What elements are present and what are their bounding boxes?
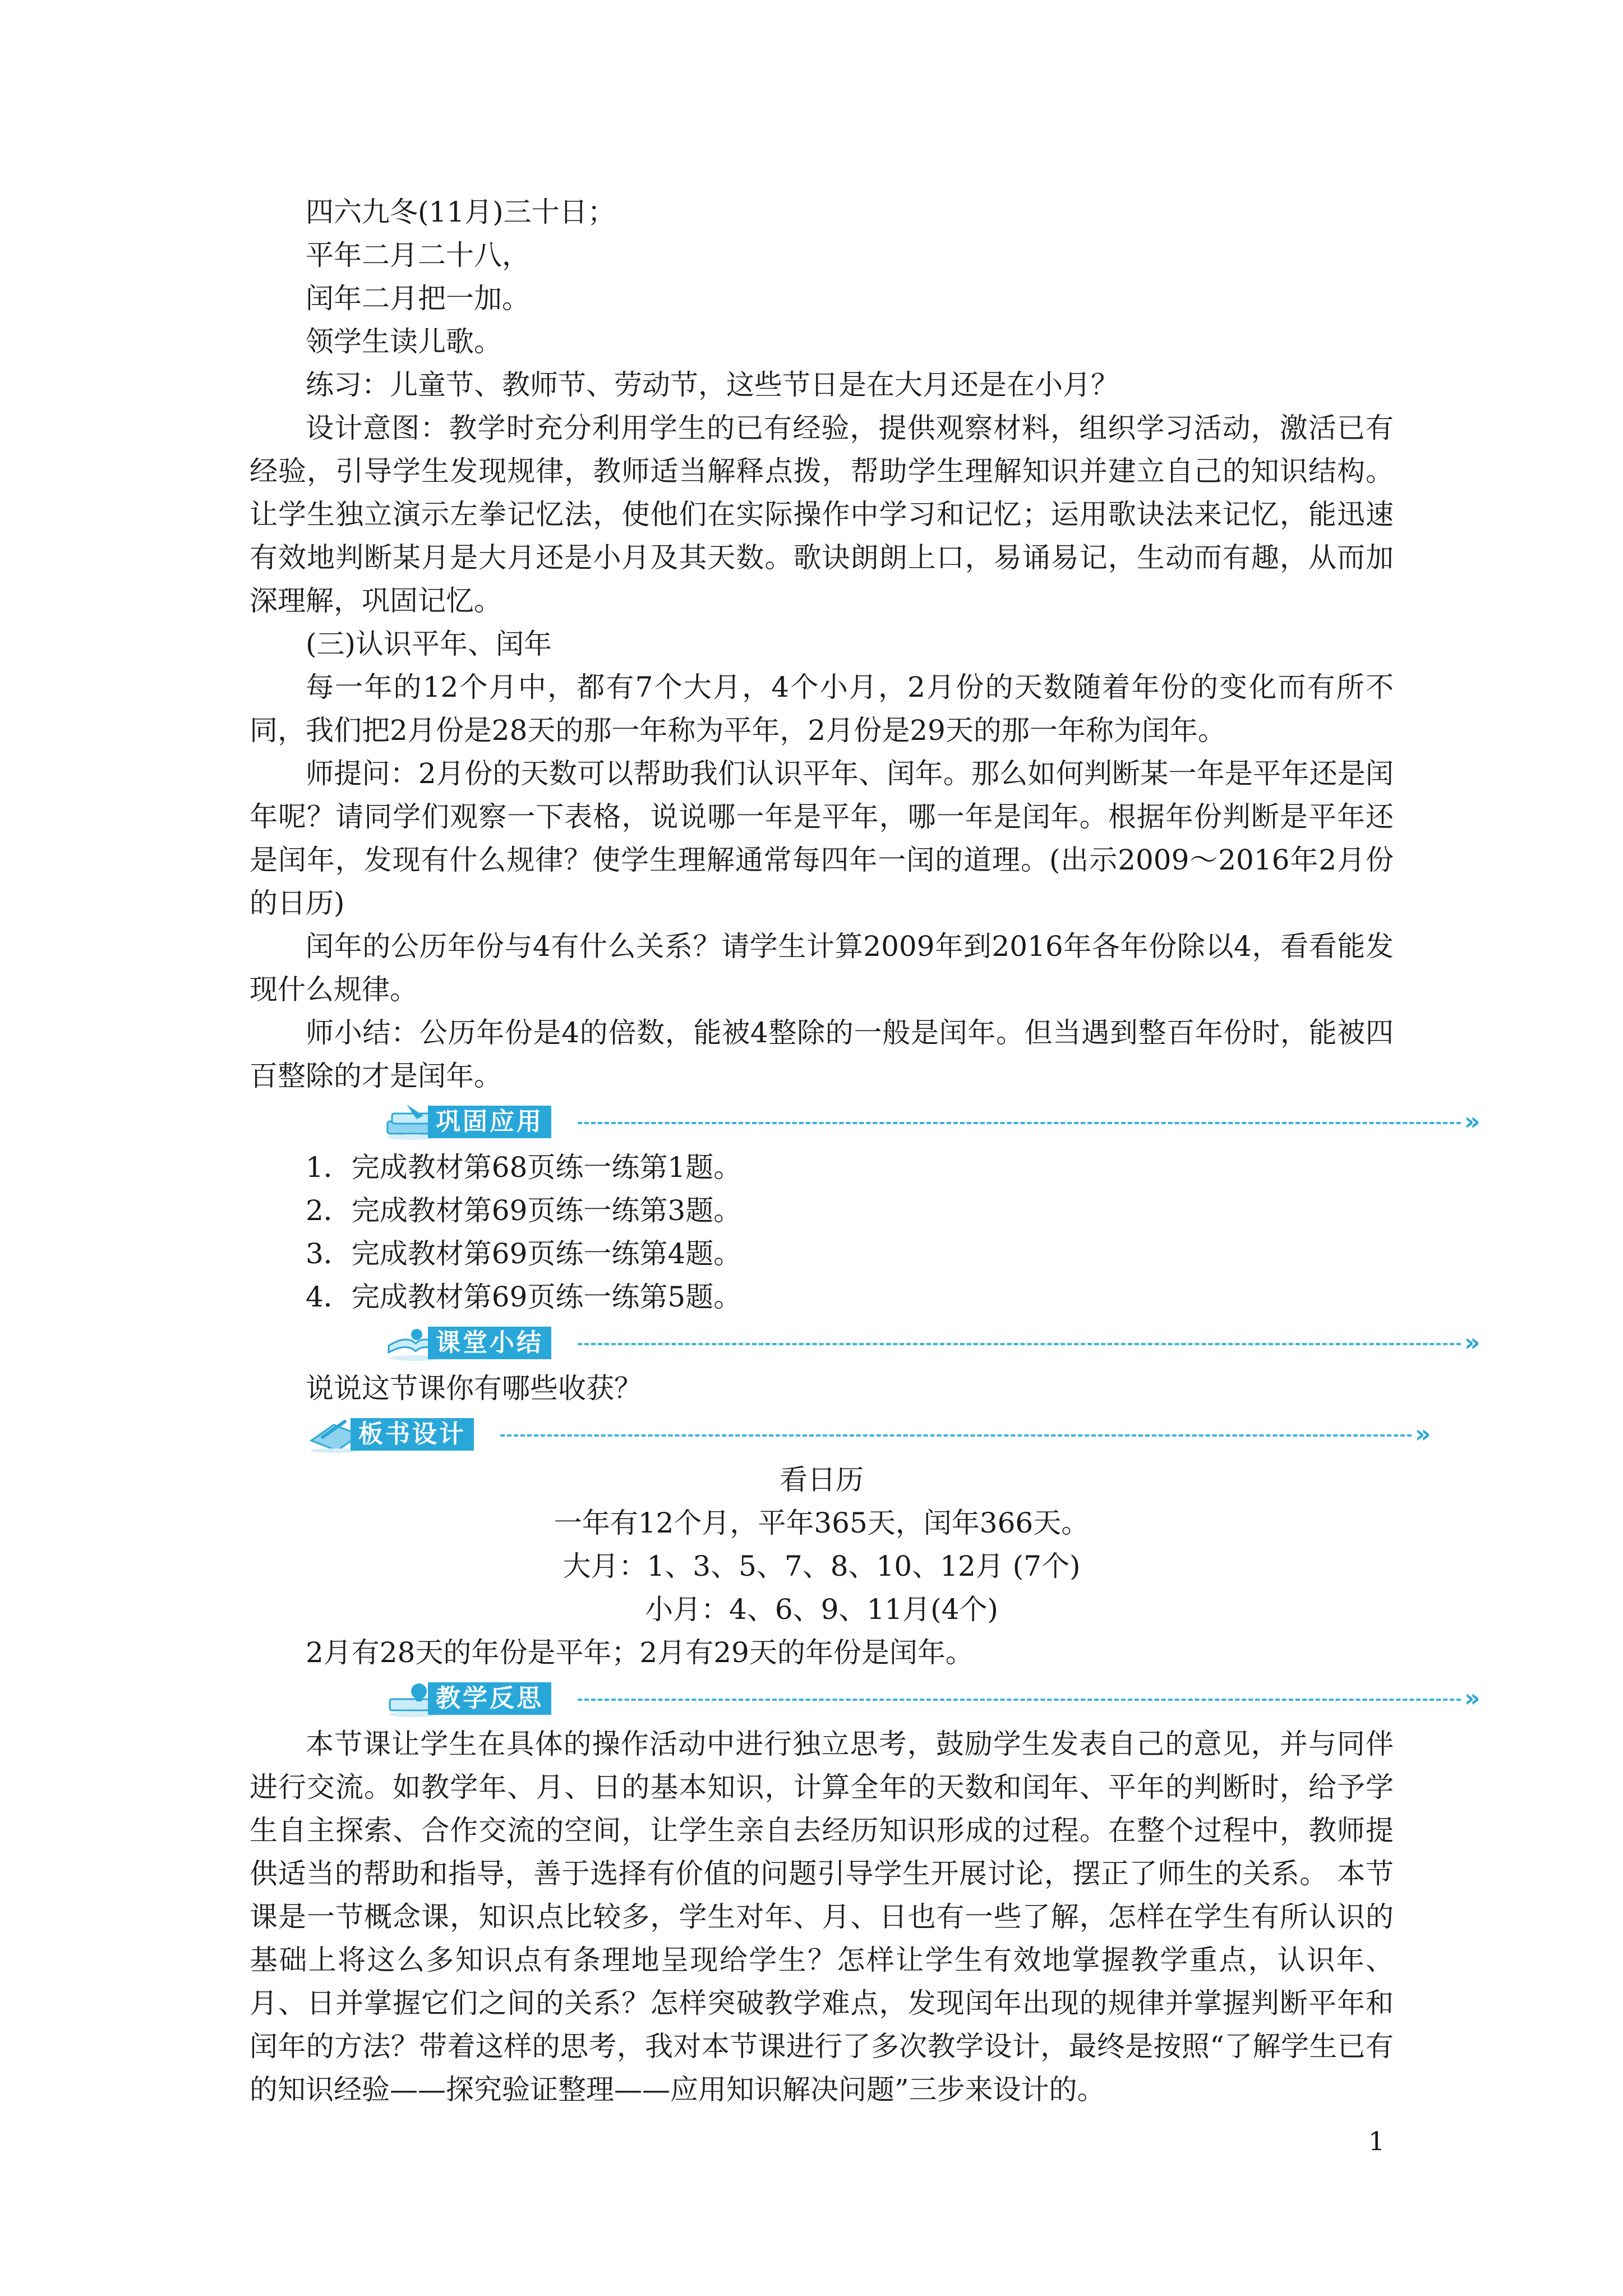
reflection-paragraph: 本节课让学生在具体的操作活动中进行独立思考，鼓励学生发表自己的意见，并与同伴进行交流。如教学年、月、日的基本知识，计算全年的天数和闰年、平年的判断时，给予学生自主探索、合作交流的空间，让学生亲自去经历知识形成的过程。在整个过程中，教师提供适当的帮助和指导，善于选择有价值的问题引导学生开展讨论，摆正了师生的关系。 本节课是一节概念课，知识点比较多，学生对年、月、日也有一些了解，怎样在学生有所认识的基础上将这么多知识点有条理地呈现给学生？怎样让学生有效地掌握教学重点，认识年、月、日并掌握它们之间的关系？怎样突破教学难点，发现闰年出现的规律并掌握判断平年和闰年的方法？带着这样的思考，我对本节课进行了多次教学设计，最终是按照“了解学生已有的知识经验——探究验证整理——应用知识解决问题”三步来设计的。 — [250, 1728, 1394, 2106]
section-title-reflection: 教学反思 — [428, 1682, 551, 1715]
rhyme-line-3: 闰年二月把一加。 — [306, 282, 530, 315]
section-title-summary: 课堂小结 — [428, 1327, 551, 1359]
practice-line: 练习：儿童节、教师节、劳动节，这些节日是在大月还是在小月？ — [306, 369, 1119, 401]
double-chevron-icon: » — [1464, 1107, 1481, 1136]
page-number: 1 — [1368, 2126, 1385, 2156]
consolidate-item-4: 4．完成教材第69页练一练第5题。 — [306, 1281, 742, 1313]
section-title-consolidate: 巩固应用 — [428, 1106, 551, 1138]
consolidate-item-2: 2．完成教材第69页练一练第3题。 — [306, 1194, 742, 1227]
part3-paragraph-4: 师小结：公历年份是4的倍数，能被4整除的一般是闰年。但当遇到整百年份时，能被四百整除的才是闰年。 — [250, 1016, 1394, 1092]
part3-paragraph-1: 每一年的12个月中，都有7个大月，4个小月，2月份的天数随着年份的变化而有所不同，我们把2月份是28天的那一年称为平年，2月份是29天的那一年称为闰年。 — [250, 671, 1394, 747]
board-line-3: 小月：4、6、9、11月(4个) — [645, 1593, 998, 1626]
part3-paragraph-2: 师提问：2月份的天数可以帮助我们认识平年、闰年。那么如何判断某一年是平年还是闰年呢？请同学们观察一下表格，说说哪一年是平年，哪一年是闰年。根据年份判断是平年还是闰年，发现有什么规律？使学生理解通常每四年一闰的道理。(出示2009～2016年2月份的日历) — [250, 757, 1394, 919]
rhyme-line-1: 四六九冬(11月)三十日； — [306, 196, 616, 228]
section-divider — [500, 1434, 1412, 1437]
board-title: 看日历 — [780, 1464, 864, 1496]
double-chevron-icon: » — [1464, 1328, 1481, 1357]
board-line-1: 一年有12个月，平年365天，闰年366天。 — [554, 1507, 1090, 1539]
rhyme-line-2: 平年二月二十八， — [306, 239, 530, 272]
double-chevron-icon: » — [1464, 1684, 1481, 1713]
double-chevron-icon: » — [1415, 1420, 1431, 1448]
section-divider — [578, 1699, 1461, 1701]
part3-paragraph-3: 闰年的公历年份与4有什么关系？请学生计算2009年到2016年各年份除以4，看看能发现什么规律。 — [250, 930, 1394, 1006]
design-intent-paragraph: 设计意图：教学时充分利用学生的已有经验，提供观察材料，组织学习活动，激活已有经验，引导学生发现规律，教师适当解释点拨，帮助学生理解知识并建立自己的知识结构。让学生独立演示左拳记忆法，使他们在实际操作中学习和记忆；运用歌诀法来记忆，能迅速有效地判断某月是大月还是小月及其天数。歌诀朗朗上口，易诵易记，生动而有趣，从而加深理解，巩固记忆。 — [250, 412, 1394, 617]
summary-text: 说说这节课你有哪些收获？ — [306, 1372, 642, 1405]
section-header-reflection — [250, 1678, 1481, 1719]
part3-title: (三)认识平年、闰年 — [306, 628, 552, 660]
instruction-line: 领学生读儿歌。 — [306, 325, 502, 358]
section-header-consolidate — [250, 1101, 1481, 1143]
document-body — [250, 191, 1481, 2111]
section-title-board: 板书设计 — [351, 1418, 474, 1451]
consolidate-item-3: 3．完成教材第69页练一练第4题。 — [306, 1237, 742, 1270]
board-line-4: 2月有28天的年份是平年；2月有29天的年份是闰年。 — [306, 1636, 974, 1669]
section-divider — [578, 1122, 1461, 1124]
section-header-summary — [250, 1322, 1481, 1364]
section-header-board — [250, 1414, 1431, 1455]
section-divider — [578, 1343, 1461, 1345]
consolidate-item-1: 1．完成教材第68页练一练第1题。 — [306, 1151, 742, 1184]
board-line-2: 大月：1、3、5、7、8、10、12月 (7个) — [562, 1550, 1081, 1582]
